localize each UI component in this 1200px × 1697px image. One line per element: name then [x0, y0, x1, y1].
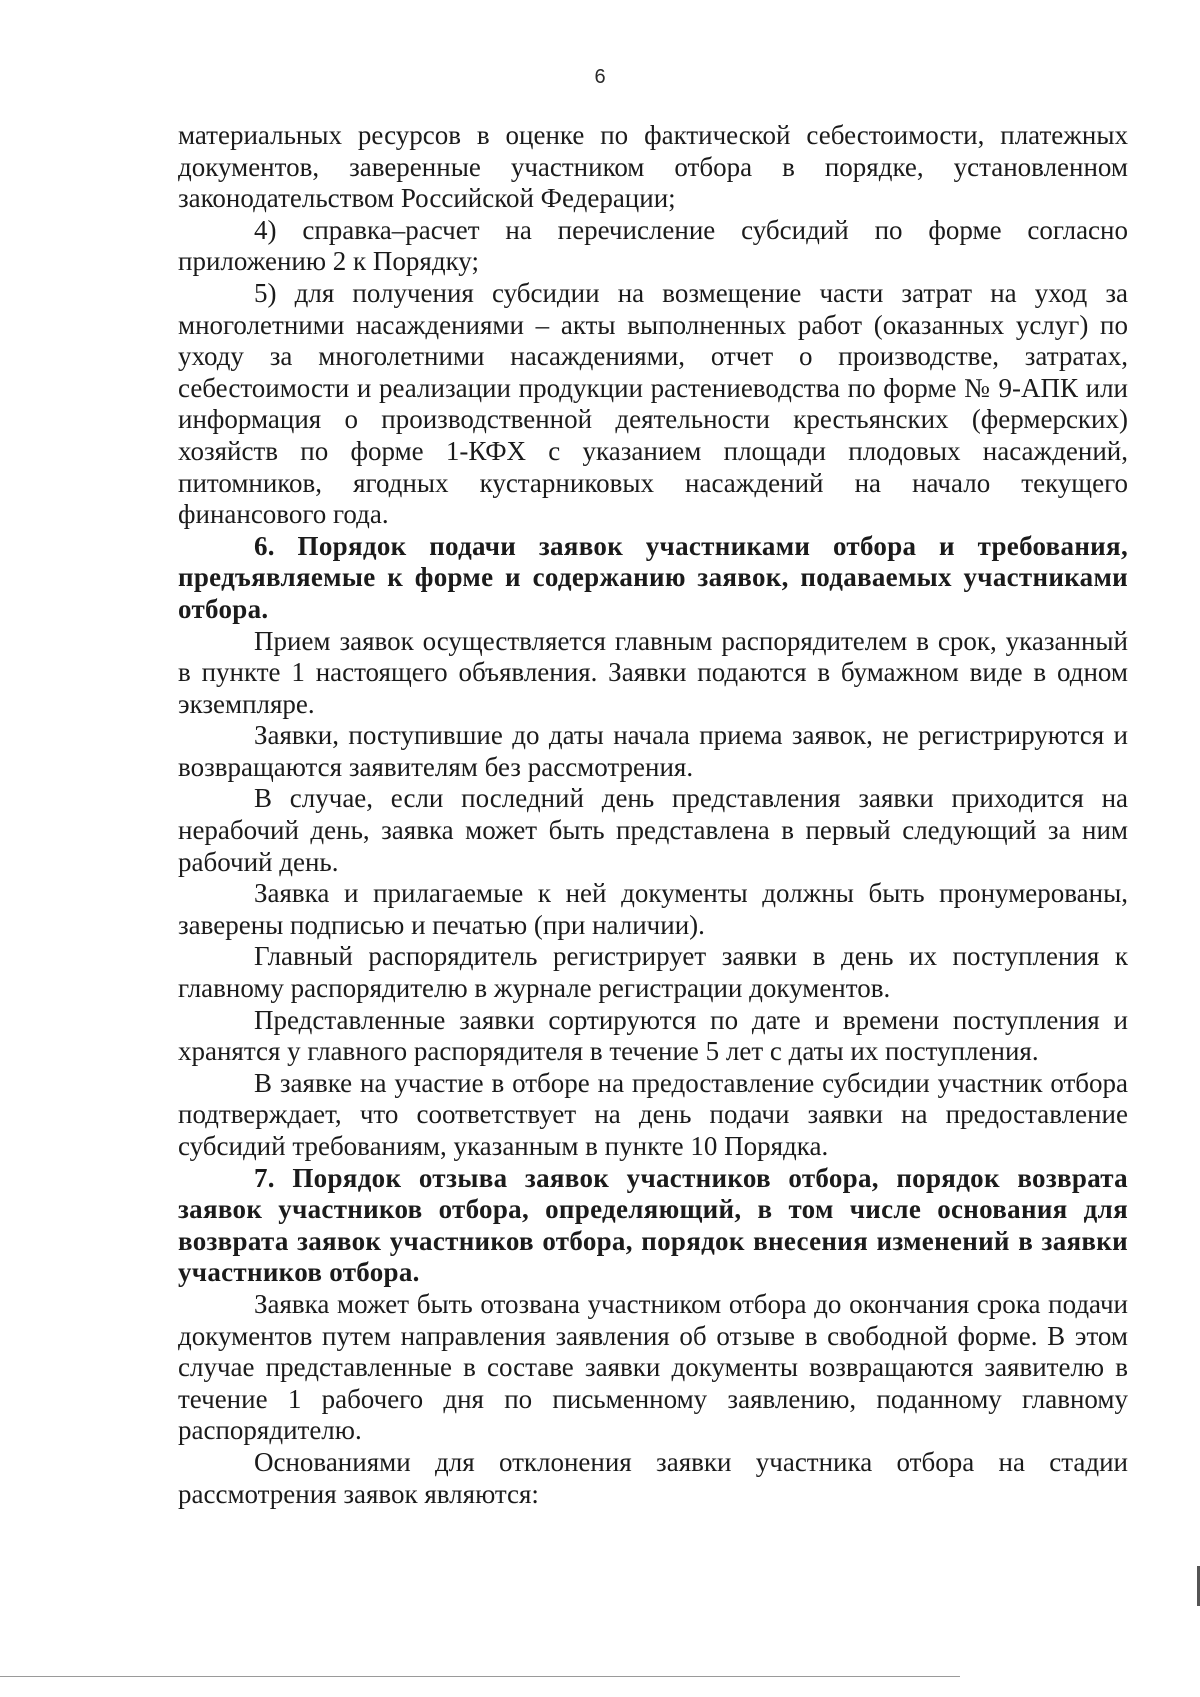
paragraph: Главный распорядитель регистрирует заявки в день их поступления к главному распорядителю в журнале регистрации документов. [178, 941, 1128, 1004]
paragraph: В случае, если последний день представления заявки приходится на нерабочий день, заявка может быть представлена в первый следующий за ним рабочий день. [178, 783, 1128, 877]
paragraph-item-5: 5) для получения субсидии на возмещение части затрат на уход за многолетними насаждениями – акты выполненных работ (оказанных услуг) по уходу за многолетними насаждениями, отчет о производстве, затратах, себестоимости и реализации продукции растениеводства по форме № 9-АПК или информация о производственной деятельности крестьянских (фермерских) хозяйств по форме 1-КФХ с указанием площади плодовых насаждений, питомников, ягодных кустарниковых насаждений на начало текущего финансового года. [178, 277, 1128, 530]
paragraph-continuation: материальных ресурсов в оценке по фактической себестоимости, платежных документов, заверенные участником отбора в порядке, установленном законодательством Российской Федерации; [178, 120, 1128, 214]
page-number: 6 [594, 66, 606, 88]
paragraph-item-4: 4) справка–расчет на перечисление субсидий по форме согласно приложению 2 к Порядку; [178, 214, 1128, 277]
paragraph: Основаниями для отклонения заявки участника отбора на стадии рассмотрения заявок являются: [178, 1446, 1128, 1509]
paragraph: Представленные заявки сортируются по дате и времени поступления и хранятся у главного распорядителя в течение 5 лет с даты их поступления. [178, 1004, 1128, 1067]
document-body [178, 120, 1128, 1510]
scan-bottom-edge [0, 1676, 960, 1677]
paragraph: Прием заявок осуществляется главным распорядителем в срок, указанный в пункте 1 настоящего объявления. Заявки подаются в бумажном виде в одном экземпляре. [178, 625, 1128, 719]
section-heading-7: 7. Порядок отзыва заявок участников отбора, порядок возврата заявок участников отбора, определяющий, в том числе основания для возврата заявок участников отбора, порядок внесения изменений в заявки участников отбора. [178, 1162, 1128, 1288]
section-heading-6: 6. Порядок подачи заявок участниками отбора и требования, предъявляемые к форме и содержанию заявок, подаваемых участниками отбора. [178, 530, 1128, 624]
paragraph: В заявке на участие в отборе на предоставление субсидии участник отбора подтверждает, что соответствует на день подачи заявки на предоставление субсидий требованиям, указанным в пункте 10 Порядка. [178, 1067, 1128, 1161]
paragraph: Заявка и прилагаемые к ней документы должны быть пронумерованы, заверены подписью и печатью (при наличии). [178, 878, 1128, 940]
paragraph: Заявка может быть отозвана участником отбора до окончания срока подачи документов путем направления заявления об отзыве в свободной форме. В этом случае представленные в составе заявки документы возвращаются заявителю в течение 1 рабочего дня по письменному заявлению, поданному главному распорядителю. [178, 1288, 1128, 1446]
paragraph: Заявки, поступившие до даты начала приема заявок, не регистрируются и возвращаются заявителям без рассмотрения. [178, 720, 1128, 782]
